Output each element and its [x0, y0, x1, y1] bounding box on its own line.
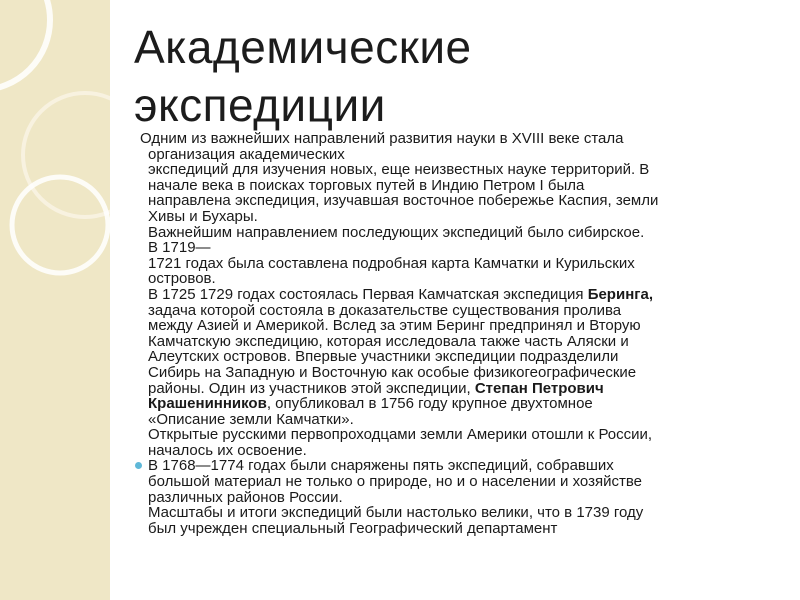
- bold-name-krasheninnikov: Степан Петрович: [474, 379, 604, 397]
- text-line: 1721 годах была составлена подробная карта Камчатки и Курильских: [148, 254, 635, 272]
- text-line: Алеутских островов. Впервые участники экспедиции подразделили: [148, 348, 619, 366]
- text-line: Важнейшим направлением последующих экспедиций было сибирское.: [148, 223, 645, 241]
- paragraph-bulleted: [134, 458, 774, 536]
- text-segment: , опубликовал в 1756 году крупное двухтомное: [266, 395, 593, 413]
- text-line: начале века в поисках торговых путей в Индию Петром I была: [148, 176, 585, 194]
- text-line: островов.: [148, 270, 216, 288]
- text-line: «Описание земли Камчатки».: [148, 410, 354, 428]
- text-line: экспедиций для изучения новых, еще неизвестных науке территорий. В: [148, 161, 650, 179]
- decorative-circles: [0, 0, 110, 600]
- text-line: В 1768—1774 годах были снаряжены пять экспедиций, собравших: [148, 457, 614, 475]
- slide-body: [134, 131, 774, 536]
- text-line: Камчатскую экспедицию, которая исследовала также часть Аляски и: [148, 332, 629, 350]
- text-line: Сибирь на Западную и Восточную как особые физикогеографические: [148, 363, 637, 381]
- text-line: задача которой состояла в доказательстве существования пролива: [148, 301, 622, 319]
- text-line: направлена экспедиция, изучавшая восточное побережье Каспия, земли: [148, 192, 659, 210]
- title-line: экспедиции: [134, 79, 386, 131]
- title-line: Академические: [134, 21, 472, 73]
- text-line: [148, 381, 774, 397]
- text-line: Хивы и Бухары.: [148, 207, 258, 225]
- bold-name-bering: Беринга,: [587, 285, 654, 303]
- bullet-dot-icon: [135, 462, 142, 469]
- slide-title: [134, 18, 754, 134]
- text-segment: В 1725 1729 годах состоялась Первая Камчатская экспедиция: [148, 285, 588, 303]
- text-line: был учрежден специальный Географический департамент: [148, 519, 558, 537]
- text-line: большой материал не только о природе, но и о населении и хозяйстве: [148, 473, 642, 491]
- text-line: [148, 287, 774, 303]
- text-line: Открытые русскими первопроходцами земли Америки отошли к России,: [148, 426, 653, 444]
- decorative-left-band: [0, 0, 110, 600]
- text-line: между Азией и Америкой. Вслед за этим Беринг предпринял и Вторую: [148, 317, 641, 335]
- paragraph-main: [134, 131, 774, 458]
- text-line: Одним из важнейших направлений развития науки в XVIII веке стала: [140, 130, 624, 147]
- text-line: [148, 396, 774, 412]
- text-line: организация академических: [148, 145, 345, 163]
- text-segment: районы. Один из участников этой экспедиции,: [148, 379, 475, 397]
- text-line: В 1719—: [148, 239, 211, 257]
- bold-name-krasheninnikov: Крашенинников: [148, 395, 267, 413]
- text-line: Масштабы и итоги экспедиций были настолько велики, что в 1739 году: [148, 504, 644, 522]
- text-line: началось их освоение.: [148, 441, 307, 459]
- text-line: различных районов России.: [148, 488, 343, 506]
